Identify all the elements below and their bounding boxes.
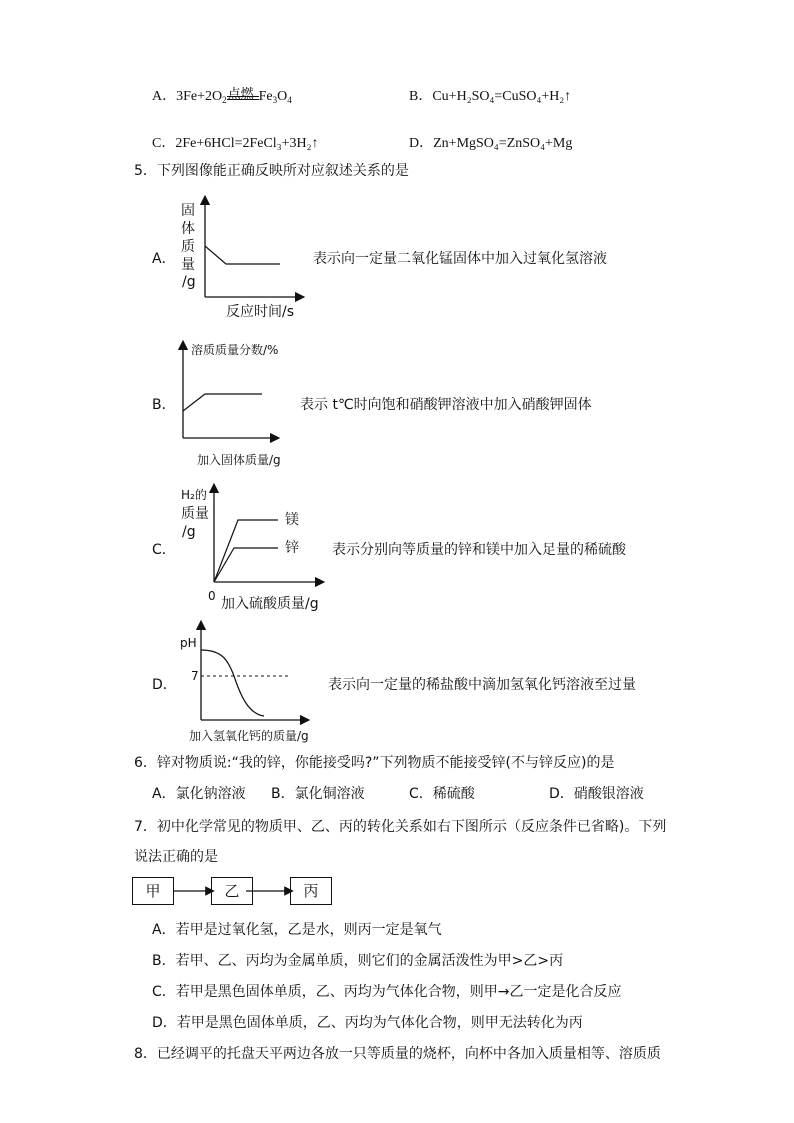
- q4-option-a[interactable]: A．$3Fe+2O_2$ 点燃 $Fe_3O_4$: [152, 85, 292, 105]
- graph-c-magnesium-line: [214, 520, 278, 582]
- q5-option-a-desc: 表示向一定量二氧化锰固体中加入过氧化氢溶液: [313, 251, 607, 267]
- graph-d-curve: [201, 650, 264, 716]
- q6-option-d[interactable]: D．硝酸银溶液: [549, 786, 644, 802]
- graph-a-ylabel-5: /g: [182, 274, 196, 290]
- q7-option-d[interactable]: D．若甲是黑色固体单质，乙、丙均为气体化合物，则甲无法转化为丙: [152, 1015, 583, 1031]
- q5-option-d-label[interactable]: D．: [152, 677, 177, 693]
- q7-option-a[interactable]: A．若甲是过氧化氢，乙是水，则丙一定是氧气: [152, 922, 442, 938]
- q7-option-c[interactable]: C．若甲是黑色固体单质，乙、丙均为气体化合物，则甲→乙一定是化合反应: [152, 984, 622, 1000]
- graph-d-tick-7: 7: [191, 669, 199, 683]
- q7-option-b[interactable]: B．若甲、乙、丙均为金属单质，则它们的金属活泼性为甲>乙>丙: [152, 953, 564, 969]
- q4-option-d[interactable]: D．Zn+MgSO₄=ZnSO₄+Mg: [409, 136, 573, 151]
- q7-box-yi: 乙: [211, 877, 253, 905]
- q7-stem-line-1: 7．初中化学常见的物质甲、乙、丙的转化关系如右下图所示（反应条件已省略)。下列: [134, 819, 667, 835]
- graph-b: [183, 345, 275, 438]
- graph-d-xlabel: 加入氢氧化钙的质量/g: [189, 729, 309, 743]
- q5-option-b-desc: 表示 t℃时向饱和硝酸钾溶液中加入硝酸钾固体: [300, 397, 592, 413]
- q6-stem: 6．锌对物质说:“我的锌，你能接受吗?”下列物质不能接受锌(不与锌反应)的是: [134, 755, 615, 771]
- graph-c: [214, 488, 320, 582]
- graph-c-series-zinc: 锌: [285, 540, 299, 556]
- graph-b-curve: [183, 394, 262, 411]
- graph-c-xlabel: 加入硫酸质量/g: [221, 596, 319, 612]
- q4-option-c[interactable]: C．2Fe+6HCl=2FeCl₃+3H₂↑: [152, 136, 319, 151]
- q5-option-d-desc: 表示向一定量的稀盐酸中滴加氢氧化钙溶液至过量: [328, 677, 636, 693]
- graph-a-ylabel-3: 质: [181, 239, 195, 255]
- graph-b-xlabel: 加入固体质量/g: [197, 453, 281, 467]
- q5-stem: 5．下列图像能正确反映所对应叙述关系的是: [134, 163, 409, 179]
- q7-box-jia: 甲: [132, 877, 174, 905]
- graph-c-ylabel-1: H₂的: [181, 488, 207, 502]
- graph-a-ylabel-2: 体: [181, 221, 195, 237]
- q6-option-c[interactable]: C．稀硫酸: [409, 786, 475, 802]
- graph-b-ylabel: 溶质质量分数/%: [191, 343, 279, 357]
- graph-a-xlabel: 反应时间/s: [226, 304, 295, 320]
- graph-d: [201, 625, 305, 720]
- graph-c-zinc-line: [214, 548, 278, 582]
- q5-option-c-desc: 表示分别向等质量的锌和镁中加入足量的稀硫酸: [332, 542, 626, 558]
- q7-box-bing: 丙: [290, 877, 332, 905]
- graph-c-series-magnesium: 镁: [285, 512, 299, 528]
- graph-a: [205, 200, 300, 297]
- graph-c-ylabel-3: /g: [182, 524, 196, 540]
- q7-stem-line-2: 说法正确的是: [134, 849, 218, 865]
- graph-a-curve: [205, 246, 280, 264]
- q6-option-a[interactable]: A．氯化钠溶液: [152, 786, 246, 802]
- q8-stem: 8．已经调平的托盘天平两边各放一只等质量的烧杯，向杯中各加入质量相等、溶质质: [134, 1046, 661, 1062]
- q5-option-a-label[interactable]: A．: [152, 251, 176, 267]
- q5-option-b-label[interactable]: B．: [152, 397, 176, 413]
- graph-d-ylabel: pH: [180, 636, 197, 650]
- reaction-condition: 点燃: [227, 87, 254, 102]
- graph-c-origin: 0: [208, 589, 216, 603]
- graph-a-ylabel-4: 量: [181, 257, 195, 273]
- graph-c-ylabel-2: 质量: [181, 506, 209, 522]
- q6-option-b[interactable]: B．氯化铜溶液: [271, 786, 365, 802]
- q4-option-b[interactable]: B．Cu+H₂SO₄=CuSO₄+H₂↑: [409, 89, 572, 104]
- q5-option-c-label[interactable]: C．: [152, 542, 176, 558]
- graph-a-ylabel-1: 固: [181, 203, 195, 219]
